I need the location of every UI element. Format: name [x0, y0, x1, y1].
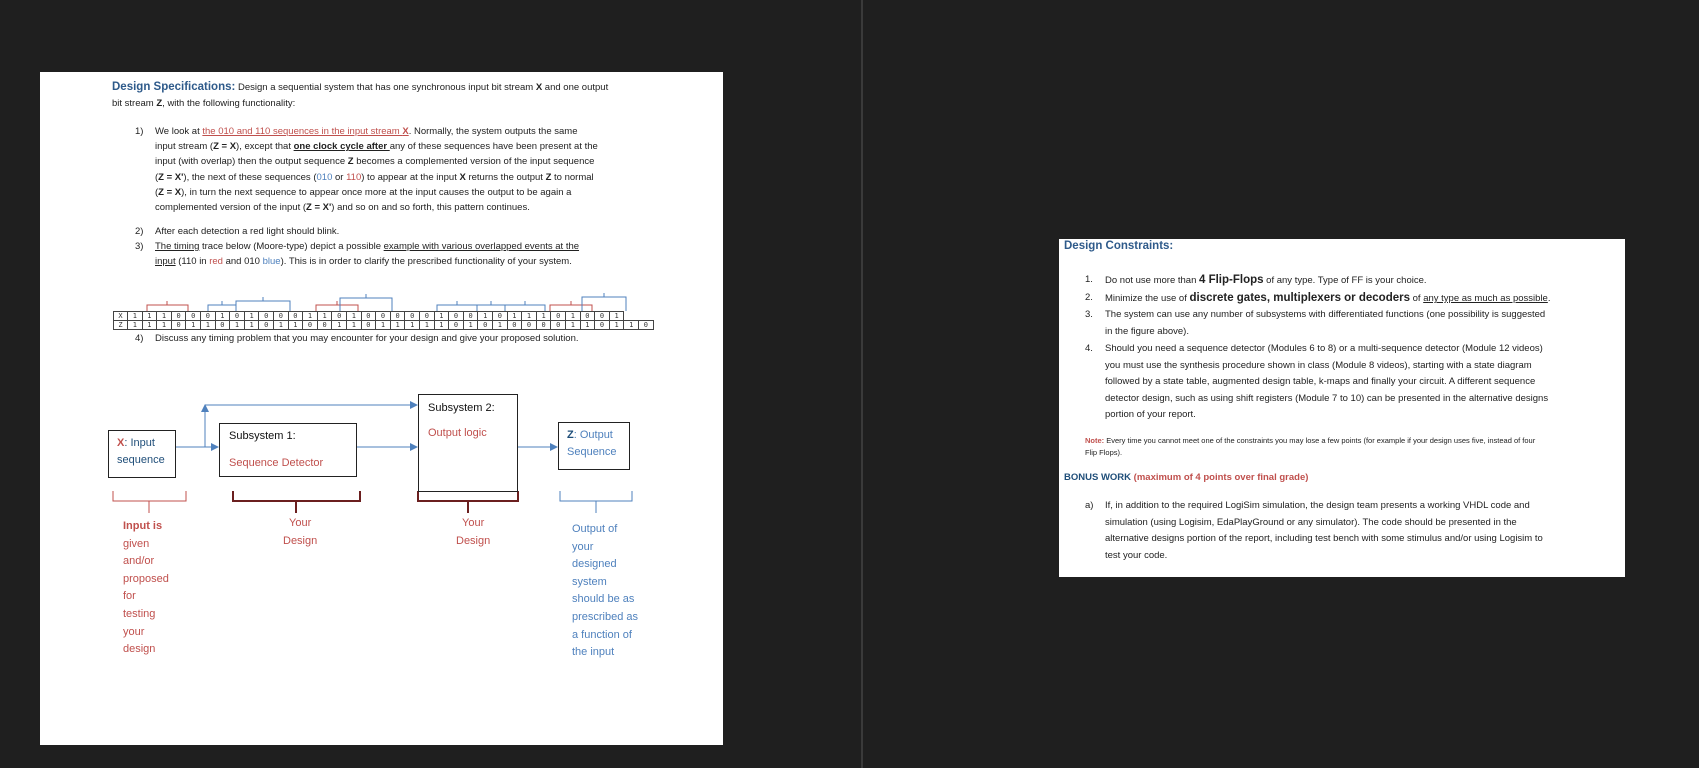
z-bit-cell: 1 [390, 320, 406, 330]
output-note-line: designed [572, 558, 617, 571]
intro-line2-end: , with the following functionality: [162, 97, 296, 109]
z-bit-cell: 1 [331, 320, 347, 330]
z-bit-cell: 0 [594, 320, 610, 330]
item1-line1: We look at the 010 and 110 sequences in the input stream X. Normally, the system outputs the same [155, 126, 578, 137]
z-bit-cell: 1 [200, 320, 216, 330]
x-bit-cell: 0 [229, 311, 245, 321]
z-bit-cell: 0 [550, 320, 566, 330]
z-bit-cell: 1 [185, 320, 201, 330]
z-bit-cell: 1 [244, 320, 260, 330]
constraint-1: 1. Do not use more than 4 Flip-Flops of any type. Type of FF is your choice. [1085, 274, 1427, 286]
item1-line6: complemented version of the input (Z = X') and so on and so forth, this pattern continues. [155, 202, 530, 214]
z-bit-cell: 0 [215, 320, 231, 330]
x-bit-cell: 0 [171, 311, 187, 321]
output-box-title: Z: Output [567, 429, 613, 441]
input-note-line: design [123, 643, 156, 656]
output-note-line: prescribed as [572, 610, 639, 623]
z-bit-cell: 1 [156, 320, 172, 330]
x-bit-cell: 0 [492, 311, 508, 321]
output-note-line: a function of [572, 628, 632, 641]
bonus-item-a: a) If, in addition to the required LogiSim simulation, the design team presents a working VHDL code and simulation (using Logisim, EdaPlayGround or any simulator). The code should be presented in the alternative designs portion of the report, including test bench with some stimulus and/or using Logisim to test your code. [1085, 500, 1543, 561]
output-note-line: the input [572, 646, 615, 659]
item1-line4: (Z = X'), the next of these sequences (010 or 110) to appear at the input X returns the output Z to normal [155, 171, 594, 183]
item-number: 4) [135, 333, 144, 344]
z-bit-cell: 1 [623, 320, 639, 330]
subsystem-2-box [418, 394, 518, 492]
item-number: 1) [135, 126, 144, 137]
your-design-label-2 [456, 515, 490, 550]
x-bit-cell: 0 [185, 311, 201, 321]
page-divider [861, 0, 863, 768]
z-bit-cell: 1 [142, 320, 158, 330]
document-page-1 [40, 72, 723, 745]
item-number: 2) [135, 226, 144, 237]
z-bit-cell: 1 [419, 320, 435, 330]
subsystem-1-desc: Sequence Detector [229, 457, 324, 469]
item4-text: Discuss any timing problem that you may encounter for your design and give your proposed solution. [155, 333, 579, 344]
x-bit-cell: 1 [434, 311, 450, 321]
z-row-label: Z [113, 320, 128, 330]
item1-line2: input stream (Z = X), except that one clock cycle after any of these sequences have been present at the [155, 141, 598, 153]
z-bit-cell: 0 [638, 320, 654, 330]
intro-line2: bit stream [112, 97, 157, 109]
input-sequence-box [108, 430, 176, 478]
intro-x: X [535, 82, 543, 93]
x-bit-cell: 1 [142, 311, 158, 321]
input-note [123, 518, 169, 659]
subsystem-2-desc: Output logic [428, 427, 487, 439]
item1-line3: input (with overlap) then the output sequence Z becomes a complemented version of the input sequence [155, 156, 595, 168]
output-note-line: your [572, 540, 594, 553]
z-bit-cell: 1 [273, 320, 289, 330]
input-note-line: your [123, 625, 145, 638]
x-bit-cell: 0 [404, 311, 420, 321]
x-bit-cell: 0 [288, 311, 304, 321]
x-bit-cell: 0 [331, 311, 347, 321]
input-note-line: testing [123, 607, 156, 620]
z-bit-cell: 0 [536, 320, 552, 330]
constraints-heading: Design Constraints: [1064, 240, 1174, 252]
subsystem-1-box [219, 423, 357, 477]
x-bit-cell: 0 [580, 311, 596, 321]
x-bit-cell: 1 [477, 311, 493, 321]
z-bit-cell: 1 [580, 320, 596, 330]
z-bit-cell: 1 [609, 320, 625, 330]
z-bit-cell: 0 [361, 320, 377, 330]
x-row-label: X [113, 311, 128, 321]
z-bit-cell: 1 [229, 320, 245, 330]
output-note [572, 521, 638, 662]
spec-heading: Design Specifications: [112, 81, 236, 93]
subsystem-1-title: Subsystem 1: [229, 430, 296, 442]
input-note-line: given [123, 537, 150, 550]
input-box-label: sequence [117, 454, 165, 466]
item2-text: After each detection a red light should blink. [155, 226, 340, 237]
x-bit-cell: 1 [346, 311, 362, 321]
input-note-line: proposed [123, 572, 169, 585]
x-bit-cell: 0 [258, 311, 274, 321]
input-box-title: X: Input [117, 437, 155, 449]
output-sequence-box [558, 422, 630, 470]
intro-text: Design a sequential system that has one synchronous input bit stream [235, 82, 536, 93]
x-bit-cell: 1 [609, 311, 625, 321]
x-bit-cell: 0 [273, 311, 289, 321]
z-bit-cell: 0 [448, 320, 464, 330]
input-note-line: and/or [123, 555, 155, 568]
input-note-line: Input is [123, 520, 163, 532]
item3-line2: input (110 in red and 010 blue). This is in order to clarify the prescribed functionality of your system. [155, 256, 572, 268]
x-bit-cell: 1 [507, 311, 523, 321]
x-bit-cell: 1 [127, 311, 143, 321]
z-bit-cell: 0 [521, 320, 537, 330]
z-bit-cell: 0 [507, 320, 523, 330]
constraint-3: 3. The system can use any number of subsystems with differentiated functions (one possibility is suggested in the figure above). [1085, 309, 1546, 337]
x-bit-cell: 0 [361, 311, 377, 321]
x-bit-cell: 0 [594, 311, 610, 321]
z-bit-cell: 1 [565, 320, 581, 330]
item1-line5: (Z = X), in turn the next sequence to appear once more at the input causes the output to be again a [155, 186, 572, 198]
z-bit-cell: 0 [477, 320, 493, 330]
your-design-line: Your [462, 517, 485, 529]
z-bit-cell: 1 [492, 320, 508, 330]
x-bit-cell: 1 [244, 311, 260, 321]
your-design-line: Design [456, 534, 491, 547]
x-bit-cell: 1 [521, 311, 537, 321]
z-bit-cell: 1 [375, 320, 391, 330]
x-bit-cell: 0 [550, 311, 566, 321]
z-bit-cell: 1 [404, 320, 420, 330]
output-box-label: Sequence [567, 446, 617, 458]
constraint-2: 2. Minimize the use of discrete gates, multiplexers or decoders of any type as much as possible. [1085, 292, 1551, 304]
item-number: 3) [135, 241, 144, 252]
x-bit-cell: 0 [419, 311, 435, 321]
document-page-2 [1059, 239, 1625, 577]
x-bit-cell: 0 [390, 311, 406, 321]
z-bit-cell: 1 [127, 320, 143, 330]
z-bit-cell: 0 [317, 320, 333, 330]
intro-text-2: and one output [542, 82, 609, 93]
your-design-label-1 [283, 515, 317, 550]
z-bit-cell: 0 [171, 320, 187, 330]
item3-line1: The timing trace below (Moore-type) depict a possible example with various overlapped events at the [155, 241, 580, 252]
z-bit-cell: 1 [346, 320, 362, 330]
x-bit-cell: 1 [156, 311, 172, 321]
z-bit-cell: 0 [258, 320, 274, 330]
bonus-heading: BONUS WORK (maximum of 4 points over final grade) [1064, 472, 1309, 483]
x-bit-cell: 0 [448, 311, 464, 321]
z-bit-cell: 1 [463, 320, 479, 330]
input-note-line: for [123, 590, 136, 603]
subsystem-2-title: Subsystem 2: [428, 402, 495, 414]
constraints-note: Note: Every time you cannot meet one of the constraints you may lose a few points (for example if your design uses five, instead of four Flip Flops). [1085, 436, 1536, 457]
your-design-line: Your [289, 517, 312, 529]
z-bit-cell: 0 [302, 320, 318, 330]
x-bit-cell: 0 [375, 311, 391, 321]
z-bit-cell: 1 [288, 320, 304, 330]
intro-z: Z [156, 97, 163, 109]
output-note-line: system [572, 575, 607, 588]
output-note-line: Output of [572, 523, 618, 535]
x-bit-cell: 1 [317, 311, 333, 321]
x-bit-cell: 1 [302, 311, 318, 321]
constraint-4: 4. Should you need a sequence detector (Modules 6 to 8) or a multi-sequence detector (Module 12 videos) you must use the synthesis procedure shown in class (Module 8 videos), starting with a state diagram followed by a state table, augmented design table, k-maps and finally your circuit. A different sequence detector design, such as using shift registers (Module 7 to 10) can be presented in the alternative designs portion of your report. [1085, 343, 1549, 421]
z-bit-cell: 1 [434, 320, 450, 330]
x-bit-cell: 1 [536, 311, 552, 321]
x-bit-cell: 0 [463, 311, 479, 321]
x-bit-cell: 1 [215, 311, 231, 321]
your-design-line: Design [283, 534, 318, 547]
output-note-line: should be as [572, 593, 635, 606]
x-bit-cell: 0 [200, 311, 216, 321]
x-bit-cell: 1 [565, 311, 581, 321]
